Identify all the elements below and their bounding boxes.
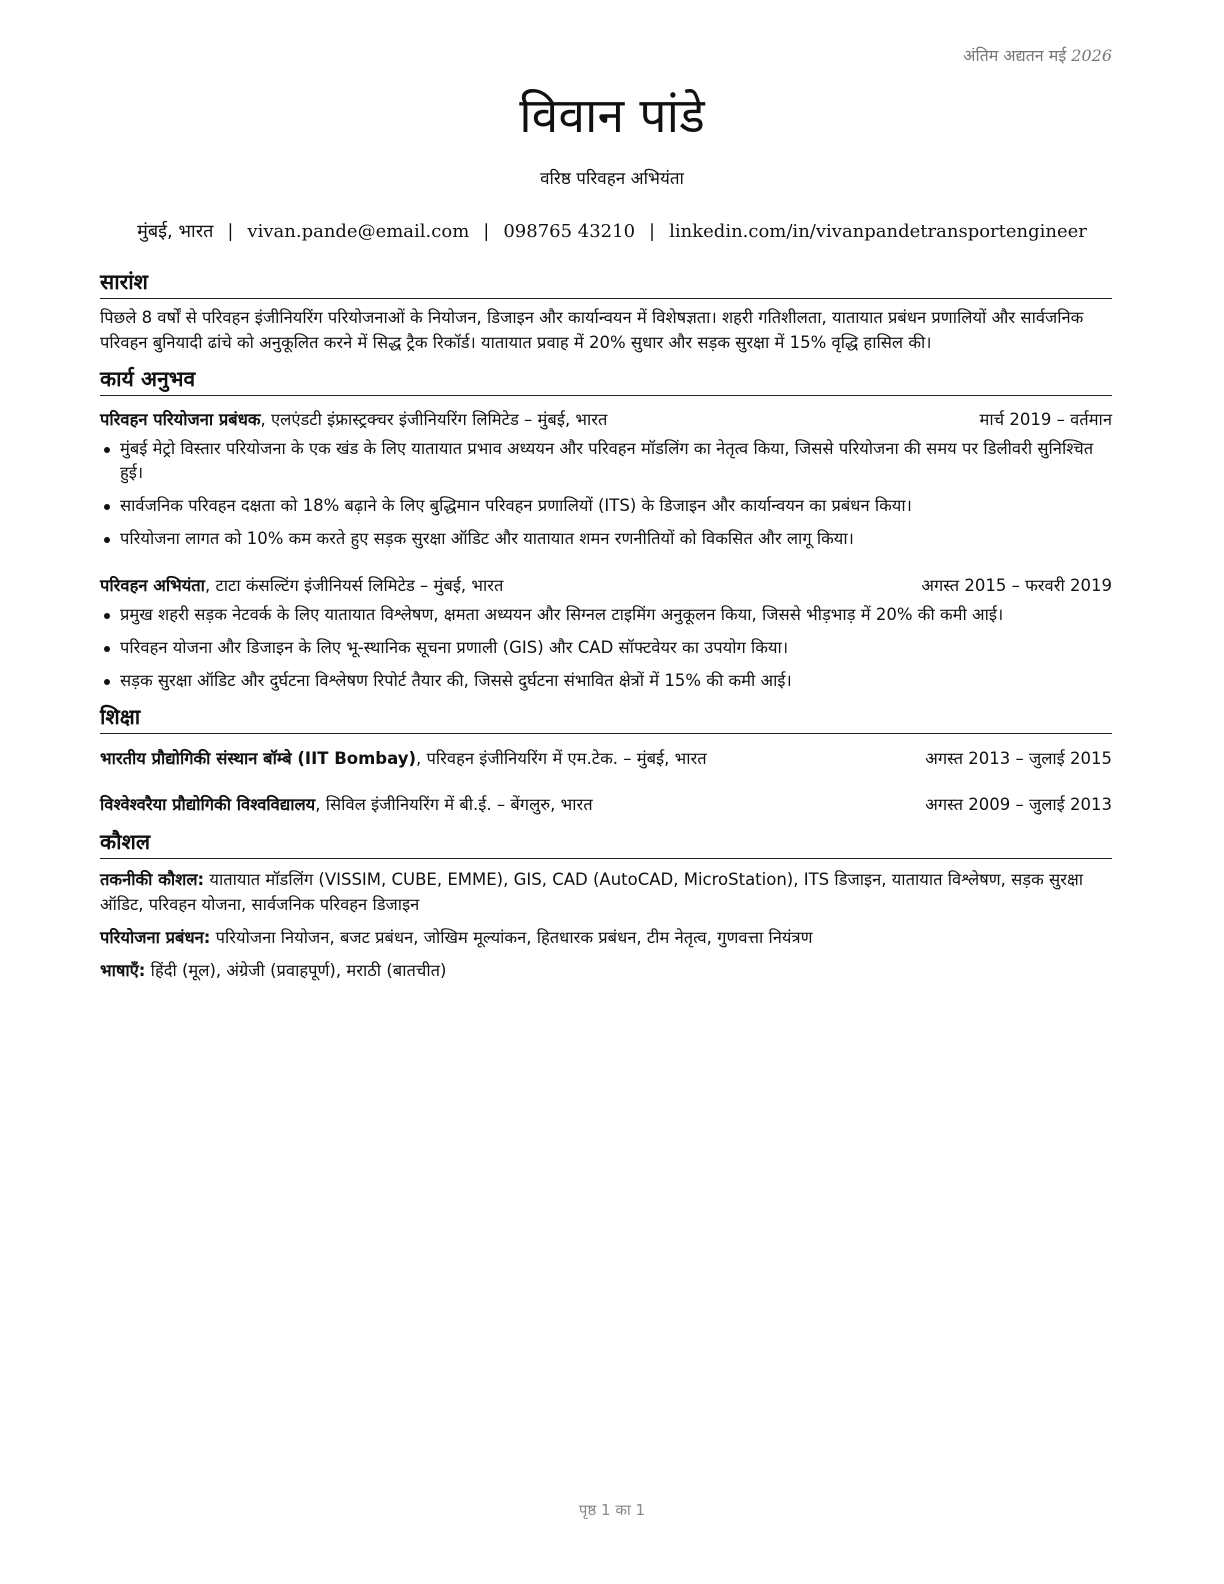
job-title: वरिष्ठ परिवहन अभियंता — [540, 169, 684, 189]
summary-heading: सारांश — [100, 268, 1112, 299]
education-item — [100, 746, 1112, 772]
skills-heading: कौशल — [100, 828, 1112, 859]
contact-linkedin[interactable]: linkedin.com/in/vivanpandetransportengineer — [669, 221, 1087, 242]
page-number: पृष्ठ 1 का 1 — [578, 1501, 646, 1519]
job-date: मार्च 2019 – वर्तमान — [979, 410, 1112, 429]
job-role-company — [100, 573, 503, 599]
education-date: अगस्त 2009 – जुलाई 2013 — [925, 795, 1112, 814]
education-institution: भारतीय प्रौद्योगिकी संस्थान बॉम्बे (IIT Bombay) — [100, 749, 417, 768]
job-header — [100, 407, 1112, 433]
education-detail: , सिविल इंजीनियरिंग में बी.ई. – बेंगलुरु, भारत — [315, 795, 593, 814]
last-updated-label: अंतिम अद्यतन मई — [963, 46, 1067, 65]
skill-text: परियोजना नियोजन, बजट प्रबंधन, जोखिम मूल्यांकन, हितधारक प्रबंधन, टीम नेतृत्व, गुणवत्ता नियंत्रण — [210, 928, 813, 947]
contact-location: मुंबई, भारत — [137, 221, 214, 242]
job-header — [100, 573, 1112, 599]
experience-heading: कार्य अनुभव — [100, 365, 1112, 396]
skill-item — [100, 925, 1112, 950]
education-item — [100, 792, 1112, 818]
job-company: , एलएंडटी इंफ्रास्ट्रक्चर इंजीनियरिंग लिमिटेड – मुंबई, भारत — [260, 410, 608, 429]
job-date: अगस्त 2015 – फरवरी 2019 — [921, 576, 1112, 595]
contact-line — [0, 219, 1224, 245]
skill-item — [100, 958, 1112, 983]
last-updated — [963, 44, 1112, 66]
education-detail: , परिवहन इंजीनियरिंग में एम.टेक. – मुंबई, भारत — [416, 749, 707, 768]
education-heading: शिक्षा — [100, 703, 1112, 734]
education-institution: विश्वेश्वरैया प्रौद्योगिकी विश्वविद्यालय — [100, 795, 316, 814]
bullet-item: प्रमुख शहरी सड़क नेटवर्क के लिए यातायात विश्लेषण, क्षमता अध्ययन और सिग्नल टाइमिंग अनुकूलन किया, जिससे भीड़भाड़ में 20% की कमी आई। — [100, 603, 1112, 627]
skill-label: परियोजना प्रबंधन: — [100, 928, 211, 947]
bullet-item: मुंबई मेट्रो विस्तार परियोजना के एक खंड के लिए यातायात प्रभाव अध्ययन और परिवहन मॉडलिंग का नेतृत्व किया, जिससे परियोजना की समय पर डिलीवरी सुनिश्चित हुई। — [100, 437, 1112, 485]
skill-label: भाषाएँ: — [100, 961, 146, 980]
contact-separator: | — [649, 221, 656, 242]
contact-email[interactable]: vivan.pande@email.com — [247, 221, 470, 242]
education-institution-detail — [100, 792, 593, 818]
contact-separator: | — [227, 221, 234, 242]
job-role-company — [100, 407, 607, 433]
contact-phone: 098765 43210 — [503, 221, 636, 242]
bullet-item: परिवहन योजना और डिजाइन के लिए भू-स्थानिक सूचना प्रणाली (GIS) और CAD सॉफ्टवेयर का उपयोग किया। — [100, 636, 1112, 660]
contact-separator: | — [483, 221, 490, 242]
education-date: अगस्त 2013 – जुलाई 2015 — [925, 749, 1112, 768]
skill-item — [100, 867, 1112, 917]
education-institution-detail — [100, 746, 707, 772]
job-role: परिवहन परियोजना प्रबंधक — [100, 410, 261, 429]
job-bullets — [100, 603, 1112, 693]
job-bullets — [100, 437, 1112, 551]
skill-label: तकनीकी कौशल: — [100, 870, 205, 889]
skill-text: यातायात मॉडलिंग (VISSIM, CUBE, EMME), GIS, CAD (AutoCAD, MicroStation), ITS डिजाइन, यातायात विश्लेषण, सड़क सुरक्षा ऑडिट, परिवहन योजना, सार्वजनिक परिवहन डिजाइन — [100, 870, 1084, 914]
job-role: परिवहन अभियंता — [100, 576, 205, 595]
candidate-name: विवान पांडे — [519, 88, 705, 144]
bullet-item: परियोजना लागत को 10% कम करते हुए सड़क सुरक्षा ऑडिट और यातायात शमन रणनीतियों को विकसित और लागू किया। — [100, 527, 1112, 551]
summary-text: पिछले 8 वर्षों से परिवहन इंजीनियरिंग परियोजनाओं के नियोजन, डिजाइन और कार्यान्वयन में विशेषज्ञता। शहरी गतिशीलता, यातायात प्रबंधन प्रणालियों और सार्वजनिक परिवहन बुनियादी ढांचे को अनुकूलित करने में सिद्ध ट्रैक रिकॉर्ड। यातायात प्रवाह में 20% सुधार और सड़क सुरक्षा में 15% वृद्धि हासिल की। — [100, 308, 1084, 352]
resume-content — [100, 268, 1112, 983]
bullet-item: सड़क सुरक्षा ऑडिट और दुर्घटना विश्लेषण रिपोर्ट तैयार की, जिससे दुर्घटना संभावित क्षेत्रों में 15% की कमी आई। — [100, 669, 1112, 693]
last-updated-year: 2026 — [1071, 46, 1112, 65]
job-company: , टाटा कंसल्टिंग इंजीनियर्स लिमिटेड – मुंबई, भारत — [204, 576, 504, 595]
skill-text: हिंदी (मूल), अंग्रेजी (प्रवाहपूर्ण), मराठी (बातचीत) — [145, 961, 447, 980]
bullet-item: सार्वजनिक परिवहन दक्षता को 18% बढ़ाने के लिए बुद्धिमान परिवहन प्रणालियों (ITS) के डिजाइन और कार्यान्वयन का प्रबंधन किया। — [100, 494, 1112, 518]
